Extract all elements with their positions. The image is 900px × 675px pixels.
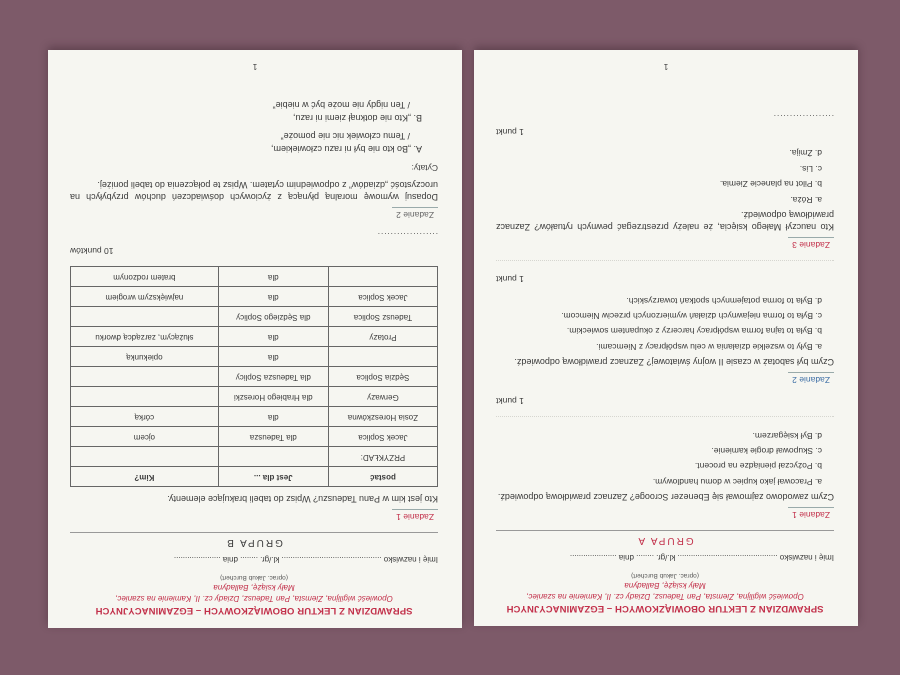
sheet-subtitle-line-2: Mały książę, Balladyna <box>213 583 295 593</box>
table-row <box>71 386 438 406</box>
table-row <box>71 446 438 466</box>
table-cell <box>218 446 328 466</box>
score-dots: ................... <box>376 231 438 241</box>
table-cell: ojcem <box>71 426 219 446</box>
task-2-question: Czym był sabotaż w czasie II wojny światowej? Zaznacz prawidłową odpowiedź. <box>514 357 834 368</box>
table-cell: Protazy <box>328 326 437 346</box>
citation-b-line-2: / Ten nigdy nie może być w niebie” <box>272 100 410 111</box>
task-2-title: Zadanie 2 <box>788 372 834 384</box>
task-2-points: 1 punkt <box>496 274 524 285</box>
answer-option: b. Była to tajna forma współpracy harcerzy z okupantem sowieckim. <box>566 326 822 337</box>
task-1-question: Czym zawodowo zajmował się Ebenezer Scrooge? Zaznacz prawidłową odpowiedź. <box>497 492 834 503</box>
answer-option: a. Róża. <box>790 194 822 205</box>
sheet-header <box>496 570 834 614</box>
table-cell: opiekunką <box>71 346 219 366</box>
table-header-cell: Jest dla ... <box>218 466 328 486</box>
answer-option: b. Pilot na planecie Ziemia. <box>719 179 822 190</box>
sheet-title: SPRAWDZIAN Z LEKTUR OBOWIĄZKOWYCH – EGZAMINACYJNYCH <box>95 605 413 616</box>
answer-option: d. Żmija. <box>789 148 822 159</box>
table-cell: dla Hrabiego Horeszki <box>218 386 328 406</box>
table-cell: dla Sędziego Soplicy <box>218 306 328 326</box>
worksheet-group-b <box>48 50 462 628</box>
table-cell <box>71 446 219 466</box>
table-cell: dla Tadeusza <box>218 426 328 446</box>
table-row <box>71 286 438 306</box>
answer-option: c. Była to forma niejawnych działań wymierzonych przeciw Niemcom. <box>561 311 822 322</box>
score-dots: ................... <box>772 112 834 122</box>
table-cell <box>71 366 219 386</box>
table-cell: dla <box>218 346 328 366</box>
table-header-cell: Kim? <box>71 466 219 486</box>
table-header-row <box>71 466 438 486</box>
faint-line <box>496 416 834 429</box>
sheet-subtitle-line-2: Mały książę, Balladyna <box>624 581 706 591</box>
task-2-title: Zadanie 2 <box>392 207 438 219</box>
answer-option: c. Lis. <box>799 163 822 174</box>
sheet-subtitle-line-1: Opowieść wigilijna, Ziemsta, Pan Tadeusz, Dziady cz. II, Kamienie na szaniec, <box>526 592 804 602</box>
answer-option: a. Były to wszelkie działania w celu współpracy z Niemcami. <box>596 341 822 352</box>
table-cell: służącym, zarządcą dworku <box>71 326 219 346</box>
table-cell: PRZYKŁAD: <box>328 446 437 466</box>
table-cell <box>328 346 437 366</box>
table-cell: dla <box>218 286 328 306</box>
table-cell: Sędzia Soplica <box>328 366 437 386</box>
table-cell: Jacek Soplica <box>328 286 437 306</box>
page-number: 1 <box>252 61 258 71</box>
citation-a-line-2: / Temu człowiek nic nie pomoże” <box>280 131 410 142</box>
sheet-author: (oprac. Jakub Burchert) <box>220 573 288 581</box>
faint-line <box>496 260 834 273</box>
sheet-title: SPRAWDZIAN Z LEKTUR OBOWIĄZKOWYCH – EGZAMINACYJNYCH <box>506 603 824 614</box>
table-row <box>71 346 438 366</box>
task-2-question: Dopasuj wymowę moralną płynącą z życiowych doświadczeń duchów przybyłych na uroczystość „dziadów” z odpowiednim cytatem. Wpisz te połączenia do tabeli poniżej. <box>70 180 438 203</box>
table-cell: córką <box>71 406 219 426</box>
table-cell: Jacek Soplica <box>328 426 437 446</box>
task-3-title: Zadanie 3 <box>788 237 834 249</box>
page-number: 1 <box>663 61 669 71</box>
table-header-cell: postać <box>328 466 437 486</box>
name-line: Imię i nazwisko ............................................. kl./gr. ........ dnia ..................... <box>173 554 438 564</box>
table-cell: dla <box>218 326 328 346</box>
citations-label: Cytaty: <box>411 162 438 173</box>
citation-b-line-1: B. „Kto nie dotknął ziemi ni razu, <box>292 113 422 124</box>
citation-a-line-1: A. „Bo kto nie był ni razu człowiekiem, <box>270 144 422 155</box>
answer-option: b. Pożyczał pieniądze na procent. <box>694 461 822 472</box>
answer-option: c. Skupował drogie kamienie. <box>711 445 822 456</box>
table-cell: Tadeusz Soplica <box>328 306 437 326</box>
worksheet-group-a <box>474 50 858 626</box>
table-cell: Zosia Horeszkówna <box>328 406 437 426</box>
task-1-points: 10 punktów <box>70 245 114 256</box>
task-1-title: Zadanie 1 <box>392 509 438 521</box>
table-cell: dla <box>218 406 328 426</box>
task-1-options <box>496 429 834 487</box>
table-row <box>71 266 438 286</box>
task-1-question: Kto jest kim w Panu Tadeuszu? Wpisz do tabeli brakujące elementy. <box>167 494 438 505</box>
task-3-question: Kto nauczył Małego księcia, że należy przestrzegać pewnych rytuałów? Zaznacz prawidłową odpowiedź. <box>496 210 834 233</box>
task-1-title: Zadanie 1 <box>788 507 834 519</box>
table-row <box>71 326 438 346</box>
table-row <box>71 366 438 386</box>
character-table <box>70 266 438 487</box>
table-cell <box>71 386 219 406</box>
task-3-options <box>496 147 834 205</box>
sheet-author: (oprac. Jakub Burchert) <box>631 571 699 579</box>
group-label: GRUPA B <box>70 532 438 550</box>
sheet-subtitle-line-1: Opowieść wigilijna, Ziemsta, Pan Tadeusz, Dziady cz. II, Kamienie na szaniec, <box>115 594 393 604</box>
task-2-options <box>496 294 834 352</box>
task-3-points: 1 punkt <box>496 127 524 137</box>
table-row <box>71 426 438 446</box>
answer-option: d. Była to forma potajemnych spotkań towarzyskich. <box>626 295 822 306</box>
name-line: Imię i nazwisko ............................................. kl./gr. ........ dnia ..................... <box>569 552 834 562</box>
table-cell <box>71 306 219 326</box>
table-cell: Gerwazy <box>328 386 437 406</box>
group-label: GRUPA A <box>496 530 834 548</box>
table-cell: największym wrogiem <box>71 286 219 306</box>
answer-option: a. Pracował jako kupiec w domu handlowym. <box>652 476 822 487</box>
task-1-points: 1 punkt <box>496 396 524 407</box>
table-row <box>71 306 438 326</box>
sheet-header <box>70 572 438 616</box>
table-cell: bratem rodzonym <box>71 266 219 286</box>
table-cell: dla Tadeusza Soplicy <box>218 366 328 386</box>
table-cell <box>328 266 437 286</box>
answer-option: d. Był księgarzem. <box>752 430 822 441</box>
table-row <box>71 406 438 426</box>
table-cell: dla <box>218 266 328 286</box>
